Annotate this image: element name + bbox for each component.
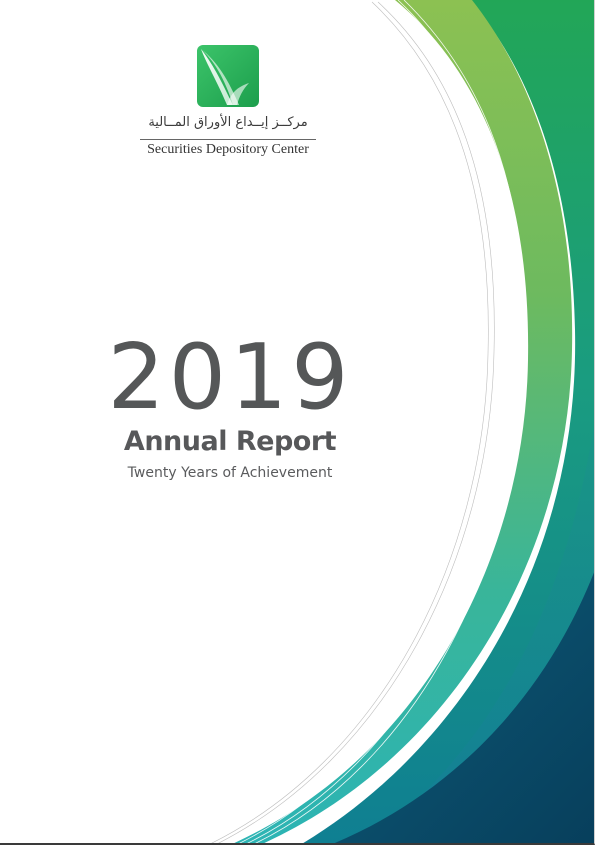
report-subtitle: Twenty Years of Achievement <box>127 465 333 481</box>
report-year: 2019 <box>107 325 353 430</box>
logo-english-name: Securities Depository Center <box>147 142 309 157</box>
report-title: Annual Report <box>123 426 337 457</box>
title-block <box>100 325 360 482</box>
logo <box>130 40 330 170</box>
page-curl-icon <box>197 45 259 107</box>
logo-divider <box>140 139 316 140</box>
logo-arabic-name: مركــز إيــداع الأوراق المــالية <box>148 115 308 130</box>
